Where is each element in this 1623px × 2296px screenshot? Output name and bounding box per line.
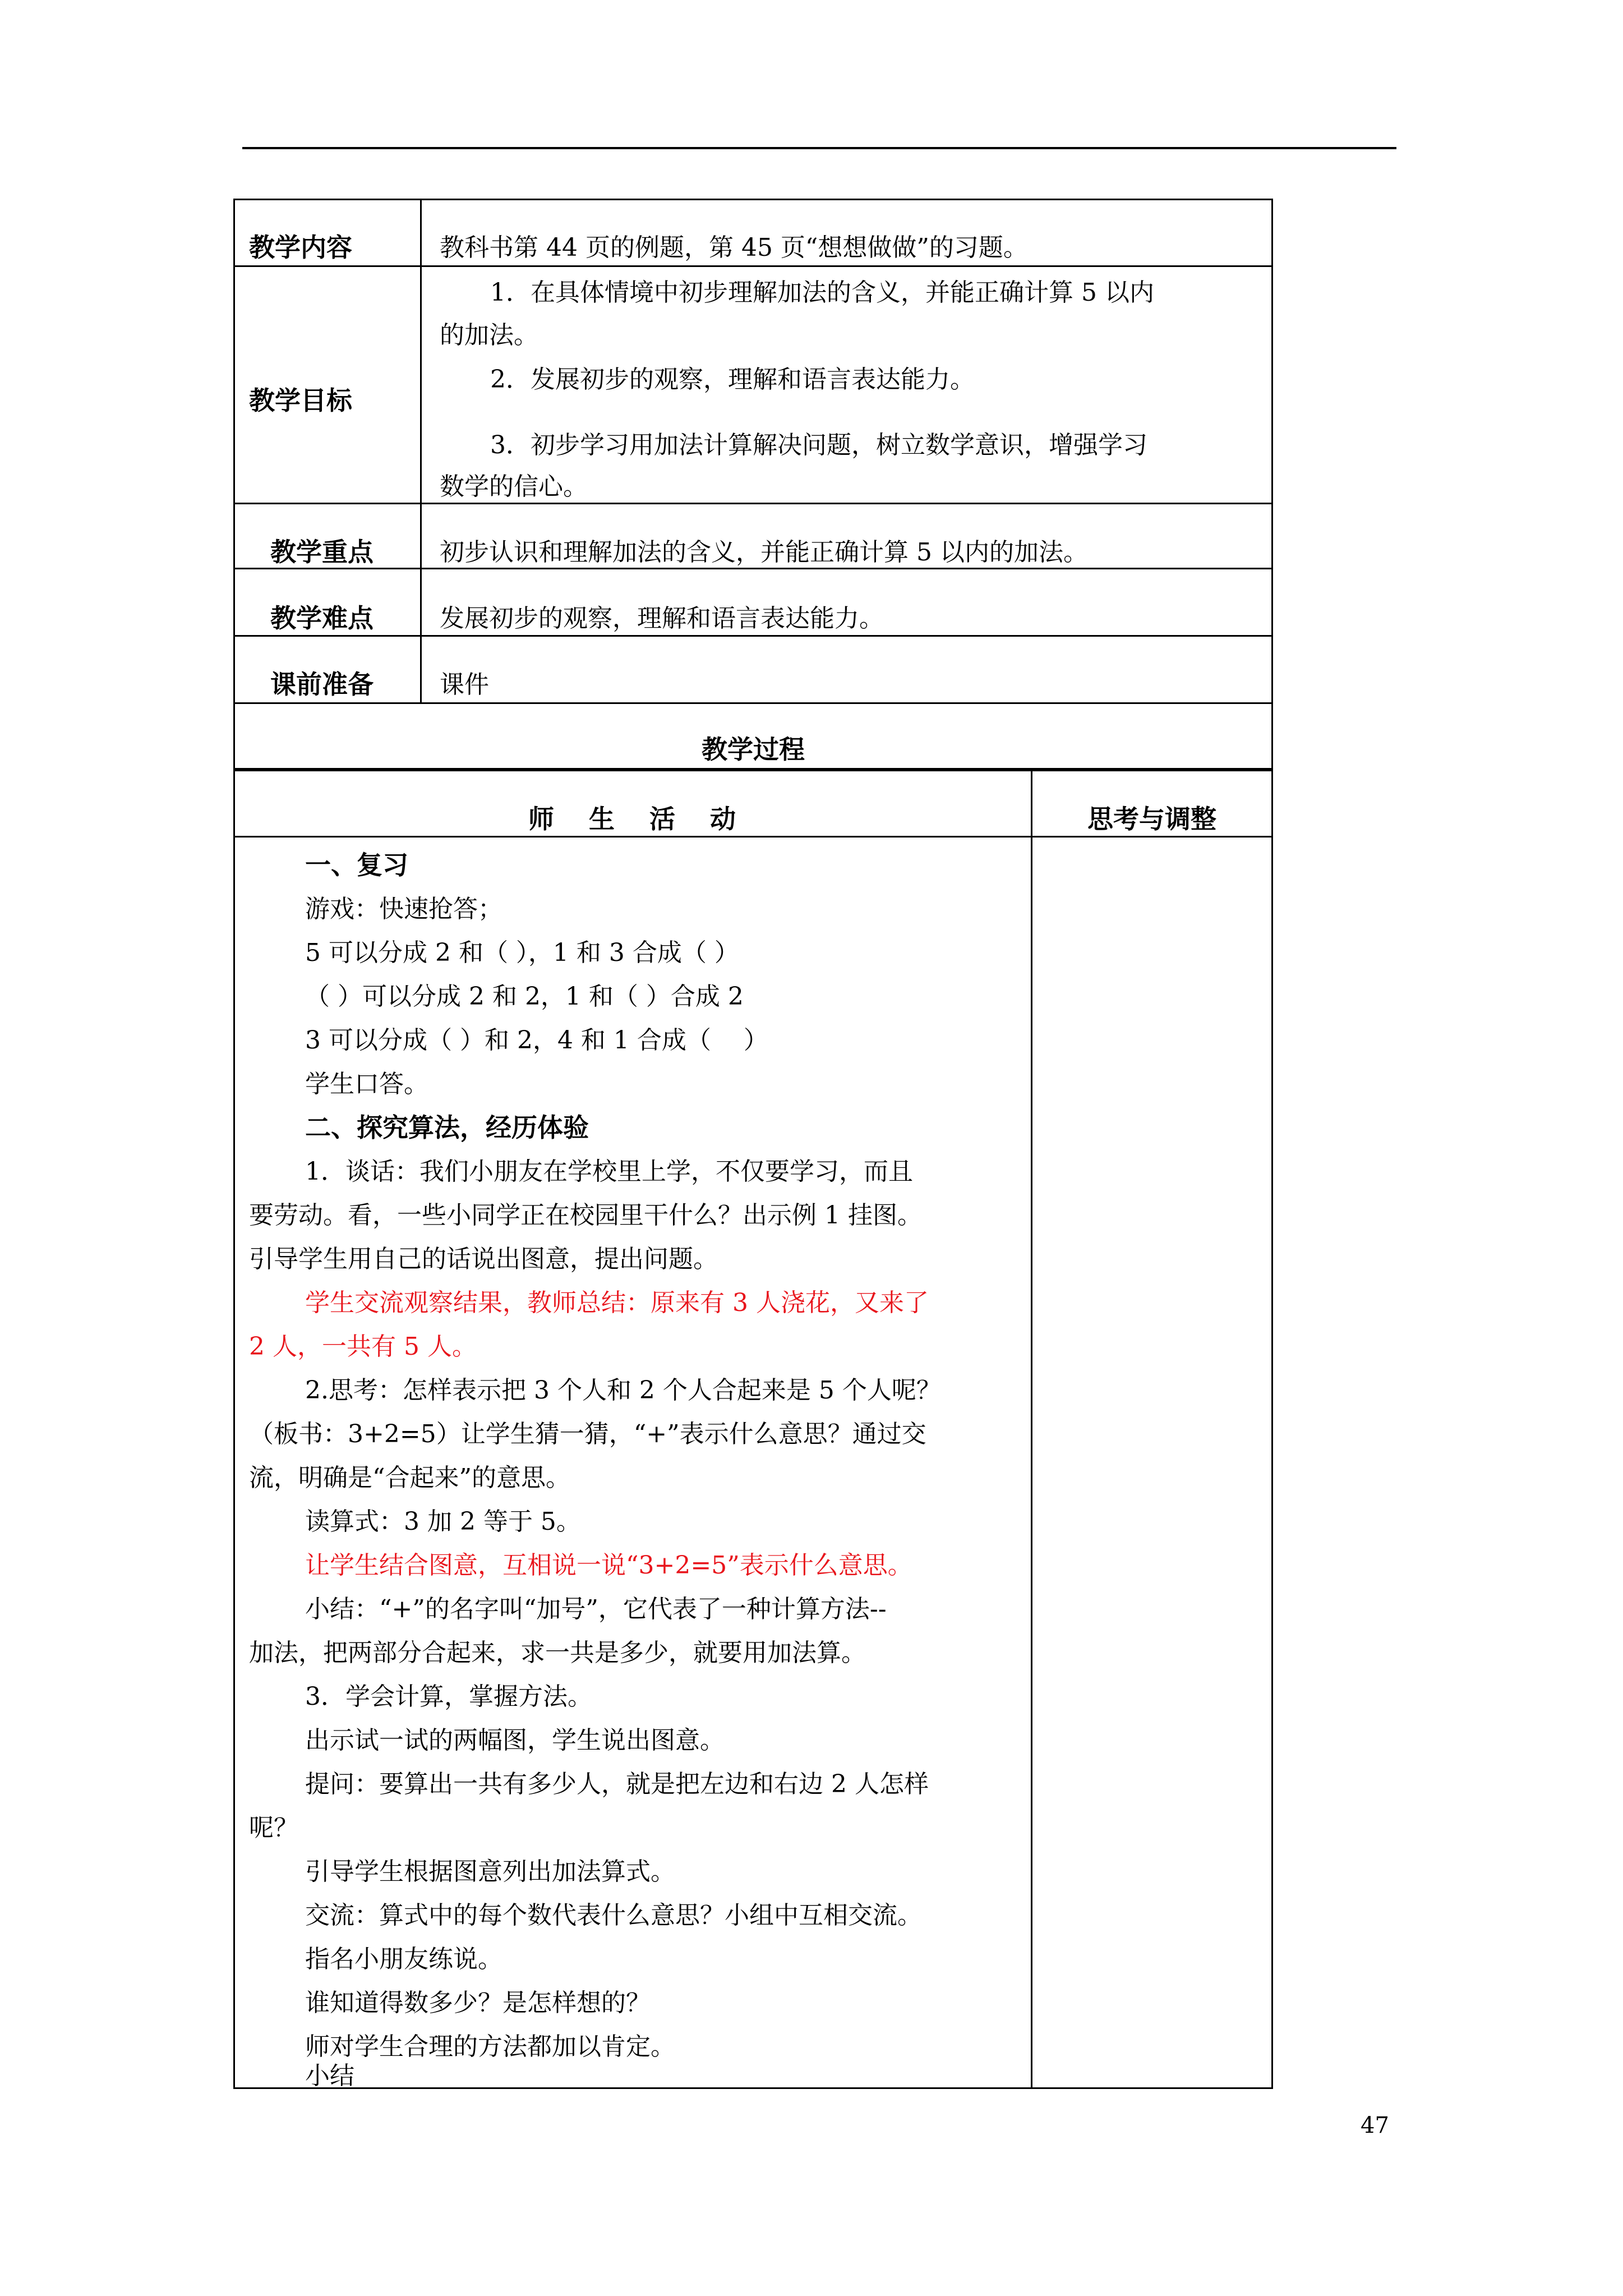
row-divider <box>233 702 1273 704</box>
activity-line: 学生交流观察结果，教师总结：原来有 3 人浇花，又来了 <box>305 1289 929 1317</box>
activity-line: 3．学会计算，掌握方法。 <box>305 1682 592 1711</box>
activity-line: 2 人，一共有 5 人。 <box>249 1332 477 1361</box>
goal-line: 数学的信心。 <box>440 472 588 501</box>
activity-line: 3 可以分成（ ）和 2，4 和 1 合成（ ） <box>305 1026 768 1055</box>
activity-line: 呢？ <box>249 1814 298 1842</box>
row-divider <box>233 568 1273 569</box>
row-divider <box>233 265 1273 267</box>
row-value-difficulties: 发展初步的观察，理解和语言表达能力。 <box>440 604 884 633</box>
activity-line: 出示试一试的两幅图，学生说出图意。 <box>305 1726 725 1755</box>
activity-line: 一、复习 <box>305 850 408 880</box>
row-label-difficulties: 教学难点 <box>270 603 374 633</box>
activity-line: 谁知道得数多少？是怎样想的？ <box>305 1989 651 2017</box>
activity-line: 提问：要算出一共有多少人，就是把左边和右边 2 人怎样 <box>305 1770 929 1798</box>
goal-line: 1．在具体情境中初步理解加法的含义，并能正确计算 5 以内 <box>490 278 1154 307</box>
activity-line: 1．谈话：我们小朋友在学校里上学，不仅要学习，而且 <box>305 1157 913 1186</box>
activity-line: 小结 <box>305 2062 354 2090</box>
row-divider <box>233 635 1273 637</box>
activity-table-column-divider <box>1031 770 1032 2089</box>
activity-line: 引导学生用自己的话说出图意，提出问题。 <box>249 1245 718 1273</box>
activity-header: 师 生 活 动 <box>528 804 736 834</box>
activity-line: 读算式：3 加 2 等于 5。 <box>305 1507 581 1536</box>
activity-line: 引导学生根据图意列出加法算式。 <box>305 1857 675 1886</box>
activity-line: 小结：“+”的名字叫“加号”，它代表了一种计算方法-- <box>305 1595 887 1623</box>
header-rule <box>242 147 1396 149</box>
activity-line: 流，明确是“合起来”的意思。 <box>249 1464 570 1492</box>
info-table-column-divider <box>420 199 422 702</box>
row-label-key-points: 教学重点 <box>270 537 374 567</box>
row-label-teaching-goals: 教学目标 <box>249 385 352 416</box>
activity-line: 学生口答。 <box>305 1070 428 1098</box>
row-value-key-points: 初步认识和理解加法的含义，并能正确计算 5 以内的加法。 <box>440 538 1088 567</box>
activity-line: （板书：3+2=5）让学生猜一猜，“+”表示什么意思？通过交 <box>249 1420 926 1448</box>
activity-line: 指名小朋友练说。 <box>305 1945 502 1973</box>
activity-line: 让学生结合图意，互相说一说“3+2=5”表示什么意思。 <box>305 1551 912 1580</box>
activity-line: 游戏：快速抢答； <box>305 895 502 923</box>
row-label-preparation: 课前准备 <box>270 669 374 700</box>
activity-line: 5 可以分成 2 和（ ），1 和 3 合成（ ） <box>305 938 739 967</box>
process-title: 教学过程 <box>702 734 805 765</box>
activity-line: （ ）可以分成 2 和 2，1 和（ ）合成 2 <box>305 982 744 1011</box>
row-label-teaching-content: 教学内容 <box>249 232 352 263</box>
activity-line: 交流：算式中的每个数代表什么意思？小组中互相交流。 <box>305 1901 922 1930</box>
page-number: 47 <box>1361 2113 1389 2138</box>
activity-line: 2.思考：怎样表示把 3 个人和 2 个人合起来是 5 个人呢？ <box>305 1376 941 1405</box>
activity-line: 要劳动。看，一些小同学正在校园里干什么？出示例 1 挂图。 <box>249 1201 922 1230</box>
activity-line: 二、探究算法，经历体验 <box>305 1112 589 1143</box>
activity-header-divider <box>233 836 1273 838</box>
activity-line: 加法，把两部分合起来，求一共是多少，就要用加法算。 <box>249 1639 866 1667</box>
goal-line: 3．初步学习用加法计算解决问题，树立数学意识，增强学习 <box>490 431 1147 459</box>
row-value-teaching-content: 教科书第 44 页的例题，第 45 页“想想做做”的习题。 <box>440 233 1028 262</box>
reflection-header: 思考与调整 <box>1087 804 1216 834</box>
row-value-preparation: 课件 <box>440 670 489 699</box>
row-divider <box>233 503 1273 504</box>
goal-line: 2．发展初步的观察，理解和语言表达能力。 <box>490 365 975 394</box>
goal-line: 的加法。 <box>440 321 538 349</box>
activity-line: 师对学生合理的方法都加以肯定。 <box>305 2032 675 2061</box>
